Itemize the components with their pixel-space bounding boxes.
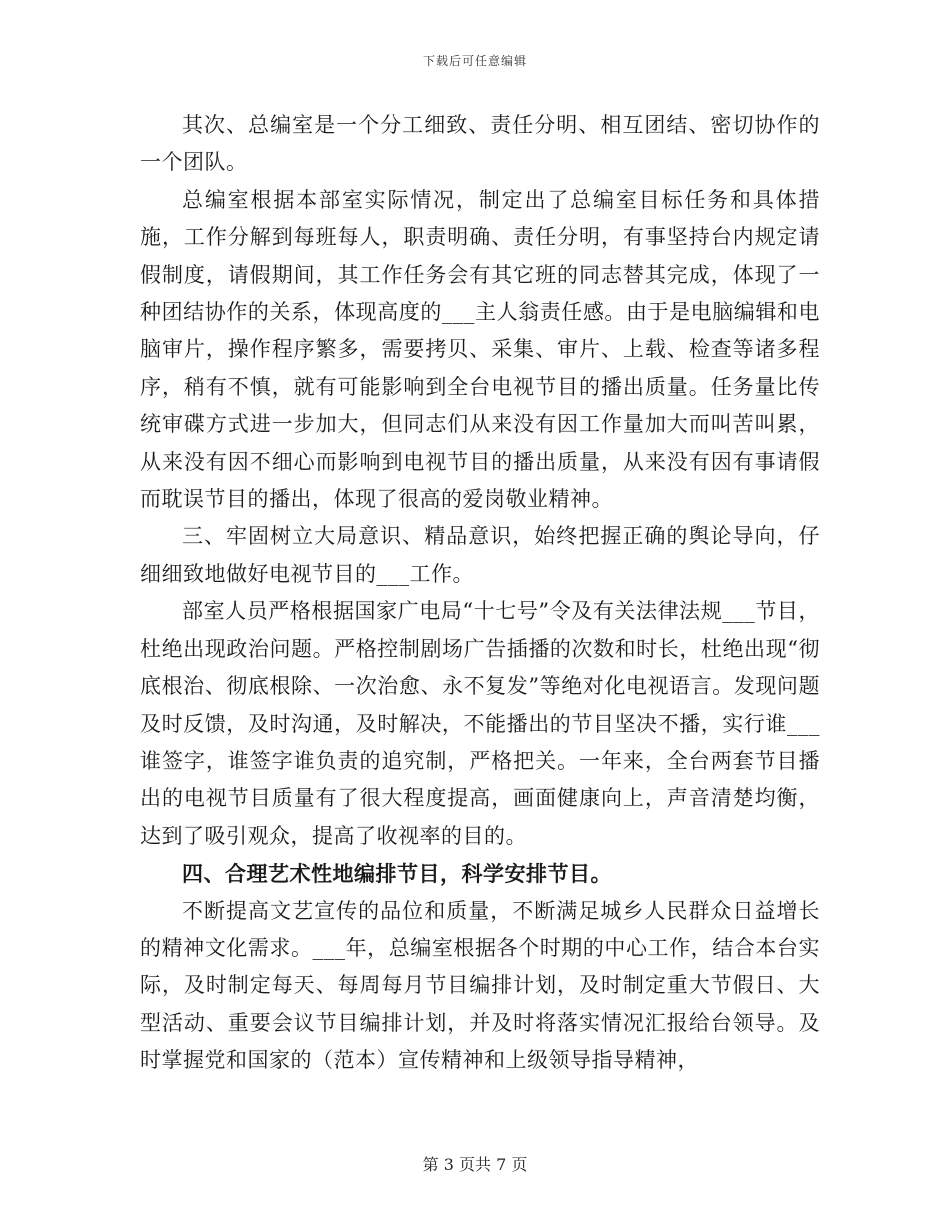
- section-heading: 四、合理艺术性地编排节目，科学安排节目。: [182, 861, 612, 887]
- page-footer: 第 3 页共 7 页: [422, 1155, 528, 1174]
- document-body: [140, 107, 820, 1080]
- paragraph-6: 不断提高文艺宣传的品位和质量，不断满足城乡人民群众日益增长的精神文化需求。___年，总编室根据各个时期的中心工作，结合本台实际，及时制定每天、每周每月节目编排计划，及时制定重大节假日、大型活动、重要会议节目编排计划，并及时将落实情况汇报给台领导。及时掌握党和国家的（范本）宣传精神和上级领导指导精神，: [140, 898, 820, 1073]
- paragraph-3: 三、牢固树立大局意识、精品意识，始终把握正确的舆论导向，仔细细致地做好电视节目的___工作。: [140, 524, 820, 586]
- paragraph-2: 总编室根据本部室实际情况，制定出了总编室目标任务和具体措施，工作分解到每班每人，职责明确、责任分明，有事坚持台内规定请假制度，请假期间，其工作任务会有其它班的同志替其完成，体现了一种团结协作的关系，体现高度的___主人翁责任感。由于是电脑编辑和电脑审片，操作程序繁多，需要拷贝、采集、审片、上载、检查等诸多程序，稍有不慎，就有可能影响到全台电视节目的播出质量。任务量比传统审碟方式进一步加大，但同志们从来没有因工作量加大而叫苦叫累，从来没有因不细心而影响到电视节目的播出质量，从来没有因有事请假而耽误节目的播出，体现了很高的爱岗敬业精神。: [140, 187, 820, 512]
- paragraph-4: 部室人员严格根据国家广电局“十七号”令及有关法律法规___节目，杜绝出现政治问题。严格控制剧场广告插播的次数和时长，杜绝出现“彻底根治、彻底根除、一次治愈、永不复发”等绝对化电视语言。发现问题及时反馈，及时沟通，及时解决，不能播出的节目坚决不播，实行谁___谁签字，谁签字谁负责的追究制，严格把关。一年来，全台两套节目播出的电视节目质量有了很大程度提高，画面健康向上，声音清楚均衡，达到了吸引观众，提高了收视率的目的。: [140, 599, 820, 848]
- page-header: 下载后可任意编辑: [422, 54, 527, 68]
- paragraph-1: 其次、总编室是一个分工细致、责任分明、相互团结、密切协作的一个团队。: [140, 113, 820, 175]
